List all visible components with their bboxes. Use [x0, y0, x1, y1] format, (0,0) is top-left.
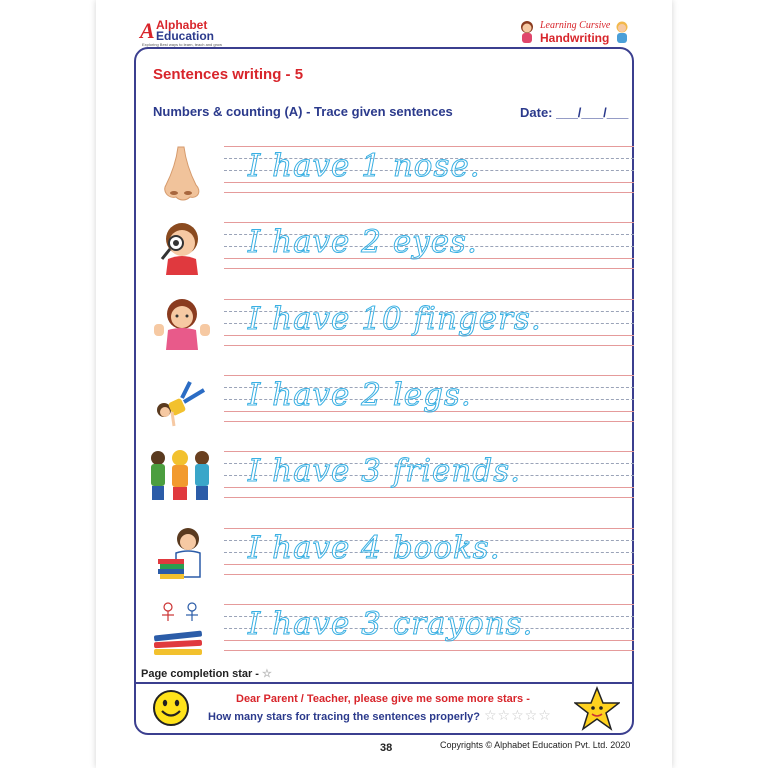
- handwriting-lines: [224, 222, 634, 268]
- alphabet-education-logo: [140, 18, 230, 46]
- logo-line2: Education: [156, 29, 215, 43]
- smiley-icon: [152, 689, 190, 727]
- page-title: Sentences writing - 5: [153, 66, 304, 83]
- trace-sentence: I have 3 friends.: [248, 453, 521, 489]
- handwriting-lines: [224, 146, 634, 192]
- girl-hands-icon: [146, 296, 216, 356]
- logo-text: [156, 20, 214, 42]
- three-kids-icon: [146, 448, 216, 508]
- series-logo: [518, 20, 630, 48]
- page-completion: [141, 667, 272, 680]
- boy-books-icon: [146, 525, 216, 585]
- tracing-row: [142, 372, 632, 432]
- handwriting-lines: [224, 299, 634, 345]
- series-line1: Learning Cursive: [540, 20, 611, 31]
- boy-handstand-icon: [146, 372, 216, 432]
- tracing-row: [142, 143, 632, 203]
- handwriting-lines: [224, 375, 634, 421]
- tracing-row: [142, 601, 632, 661]
- tracing-row: [142, 296, 632, 356]
- star-mascot-icon: [574, 686, 620, 732]
- nose-icon: [146, 143, 216, 203]
- trace-sentence: I have 2 eyes.: [248, 224, 478, 260]
- tracing-row: [142, 448, 632, 508]
- tracing-row: [142, 219, 632, 279]
- handwriting-lines: [224, 604, 634, 650]
- page-number: 38: [380, 742, 393, 754]
- date-field: Date: ___/___/___: [520, 105, 629, 120]
- trace-sentence: I have 1 nose.: [248, 148, 481, 184]
- crayons-icon: [146, 601, 216, 661]
- logo-tagline: Exploring Best ways to learn, teach and grow: [142, 42, 223, 47]
- handwriting-lines: [224, 451, 634, 497]
- rating-stars[interactable]: ☆☆☆☆☆: [484, 708, 552, 724]
- girl-mascot-icon: [518, 20, 536, 44]
- completion-star-icon: ☆: [262, 668, 272, 680]
- tracing-row: [142, 525, 632, 585]
- page-subtitle: Numbers & counting (A) - Trace given sentences: [153, 104, 453, 119]
- trace-sentence: I have 4 books.: [248, 530, 501, 566]
- series-line2: Handwriting: [540, 31, 610, 45]
- parent-note: Dear Parent / Teacher, please give me some more stars -: [236, 693, 530, 705]
- copyright: Copyrights © Alphabet Education Pvt. Ltd. 2020: [440, 740, 631, 750]
- completion-label: Page completion star -: [141, 668, 259, 680]
- rating-question: How many stars for tracing the sentences properly?: [208, 711, 481, 723]
- logo-line1: Alphabet: [156, 18, 208, 32]
- boy-magnifier-icon: [146, 219, 216, 279]
- boy-mascot-icon: [614, 20, 630, 44]
- trace-sentence: I have 2 legs.: [248, 377, 472, 413]
- trace-sentence: I have 3 crayons.: [248, 606, 534, 642]
- logo-letter: A: [140, 18, 155, 43]
- footer-divider: [136, 682, 632, 684]
- handwriting-lines: [224, 528, 634, 574]
- trace-sentence: I have 10 fingers.: [248, 301, 542, 337]
